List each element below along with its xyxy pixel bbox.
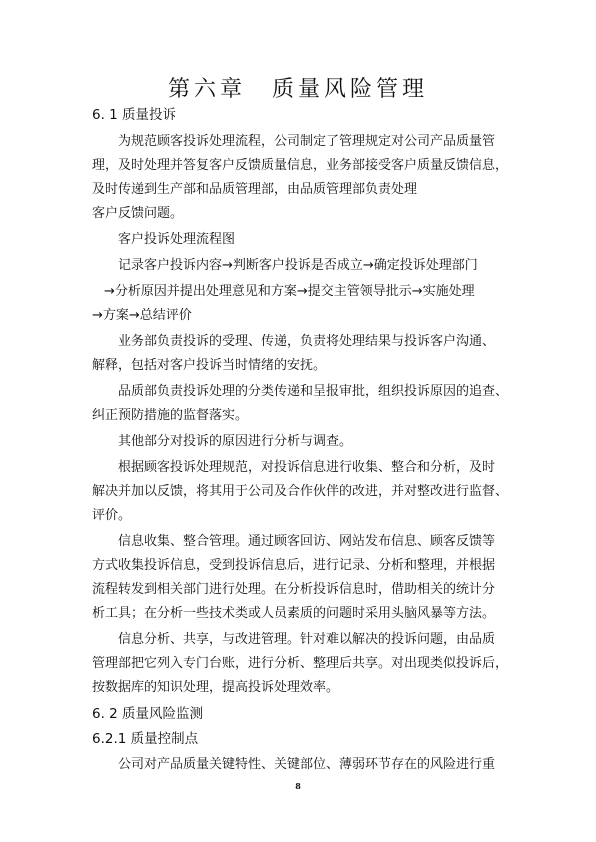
paragraph-line: 评价。 bbox=[92, 508, 132, 523]
paragraph-line: 为规范顾客投诉处理流程，公司制定了管理规定对公司产品质量管 bbox=[118, 134, 496, 149]
paragraph-line: 根据顾客投诉处理规范，对投诉信息进行收集、整合和分析，及时 bbox=[118, 460, 496, 475]
paragraph-line: 公司对产品质量关键特性、关键部位、薄弱环节存在的风险进行重 bbox=[118, 757, 496, 772]
section-heading-6-1: 6. 1 质量投诉 bbox=[92, 107, 177, 123]
section-heading-6-2-1: 6.2.1 质量控制点 bbox=[92, 731, 199, 747]
paragraph-line: 其他部分对投诉的原因进行分析与调查。 bbox=[118, 434, 353, 449]
flowchart-caption: 客户投诉处理流程图 bbox=[118, 232, 236, 247]
paragraph-line: 解决并加以反馈，将其用于公司及合作伙伴的改进，并对整改进行监督、 bbox=[92, 484, 509, 499]
paragraph-line: 业务部负责投诉的受理、传递，负责将处理结果与投诉客户沟通、 bbox=[118, 334, 496, 349]
paragraph-line: 方式收集投诉信息，受到投诉信息后，进行记录、分析和整理，并根据 bbox=[92, 558, 496, 573]
paragraph-line: 信息收集、整合管理。通过顾客回访、网站发布信息、顾客反馈等 bbox=[118, 534, 496, 549]
page-number: 8 bbox=[295, 781, 301, 791]
flow-line: →分析原因并提出处理意见和方案→提交主管领导批示→实施处理 bbox=[104, 284, 475, 299]
flow-line: →方案→总结评价 bbox=[92, 308, 192, 323]
paragraph-line: 客户反馈问题。 bbox=[92, 206, 184, 221]
paragraph-line: 理，及时处理并答复客户反馈质量信息，业务部接受客户质量反馈信息， bbox=[92, 158, 509, 173]
chapter-title: 第六章 质量风险管理 bbox=[167, 77, 428, 102]
section-heading-6-2: 6. 2 质量风险监测 bbox=[92, 706, 204, 722]
paragraph-line: 析工具；在分析一些技术类或人员素质的问题时采用头脑风暴等方法。 bbox=[92, 606, 496, 621]
paragraph-line: 解释，包括对客户投诉当时情绪的安抚。 bbox=[92, 358, 327, 373]
paragraph-line: 品质部负责投诉处理的分类传递和呈报审批，组织投诉原因的追查、 bbox=[118, 384, 509, 399]
paragraph-line: 及时传递到生产部和品质管理部，由品质管理部负责处理 bbox=[92, 182, 418, 197]
paragraph-line: 信息分析、共享，与改进管理。针对难以解决的投诉问题，由品质 bbox=[118, 632, 496, 647]
paragraph-line: 按数据库的知识处理，提高投诉处理效率。 bbox=[92, 680, 340, 695]
paragraph-line: 流程转发到相关部门进行处理。在分析投诉信息时，借助相关的统计分 bbox=[92, 582, 496, 597]
flow-line: 记录客户投诉内容→判断客户投诉是否成立→确定投诉处理部门 bbox=[118, 258, 478, 273]
paragraph-line: 管理部把它列入专门台账，进行分析、整理后共享。对出现类似投诉后， bbox=[92, 656, 509, 671]
paragraph-line: 纠正预防措施的监督落实。 bbox=[92, 408, 249, 423]
